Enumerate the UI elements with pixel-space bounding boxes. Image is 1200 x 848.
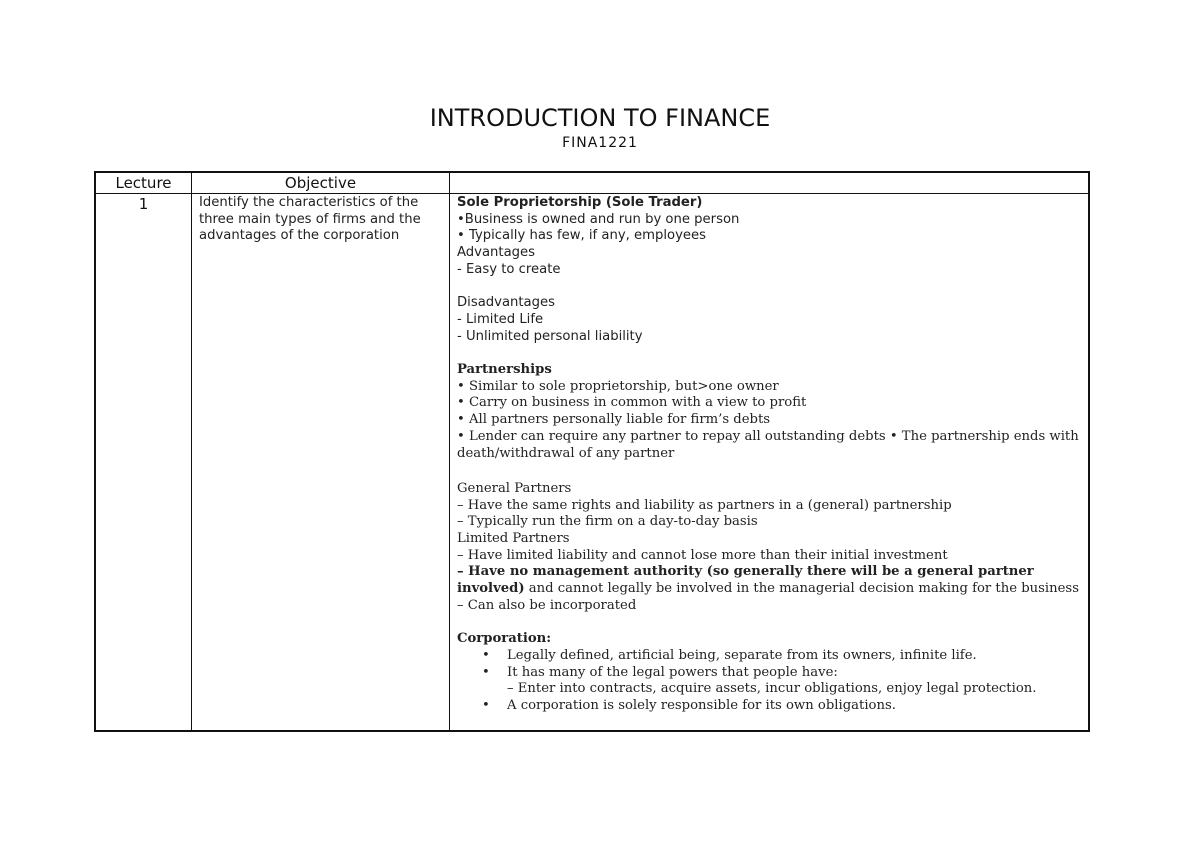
document-title: INTRODUCTION TO FINANCE — [429, 104, 771, 132]
objective-cell — [192, 194, 450, 730]
spacer — [457, 279, 1082, 296]
lecture-notes — [450, 194, 1088, 715]
sole-proprietorship-heading: Sole Proprietorship (Sole Trader) — [457, 195, 703, 210]
limited-partners-line-3: – Can also be incorporated — [457, 597, 637, 613]
partnerships-line-4: • Lender can require any partner to repay all outstanding debts • The partnership ends with death/withdrawal of any partner — [457, 428, 1079, 461]
spacer — [457, 462, 1082, 481]
lecture-number: 1 — [138, 195, 149, 213]
header-objective: Objective — [192, 173, 450, 193]
lecture-cell — [96, 194, 192, 730]
corporation-bullet-1-text: Legally defined, artificial being, separate from its owners, infinite life. — [507, 647, 977, 663]
general-partners-label: General Partners — [457, 480, 572, 496]
disadvantages-label: Disadvantages — [457, 295, 555, 311]
spacer — [457, 345, 1082, 362]
partnerships-heading: Partnerships — [457, 362, 552, 377]
limited-partners-line-2 — [457, 564, 1082, 597]
general-partners-line-1: – Have the same rights and liability as partners in a (general) partnership — [457, 497, 952, 513]
corporation-bullet-3 — [457, 698, 1082, 715]
bullet-icon: • — [482, 664, 490, 680]
content-cell — [450, 194, 1088, 730]
header-lecture: Lecture — [96, 173, 192, 193]
disadvantage-2: - Unlimited personal liability — [457, 328, 643, 344]
sole-line-1: •Business is owned and run by one person — [457, 211, 740, 227]
bullet-icon: • — [482, 647, 490, 663]
header-content — [450, 173, 1088, 193]
table-header-row — [96, 173, 1088, 194]
limited-partners-bold-text: – Have no management authority (so generally there will be a general partner involved) — [457, 564, 1034, 597]
lecture-table — [94, 171, 1090, 732]
corporation-bullet-2-text: It has many of the legal powers that people have: — [507, 664, 838, 680]
course-code: FINA1221 — [562, 135, 638, 151]
partnerships-line-1: • Similar to sole proprietorship, but>one owner — [457, 378, 779, 394]
limited-partners-line-1: – Have limited liability and cannot lose more than their initial investment — [457, 547, 948, 563]
spacer — [457, 615, 1082, 632]
partnerships-line-2: • Carry on business in common with a view to profit — [457, 395, 807, 411]
advantages-label: Advantages — [457, 245, 536, 261]
corporation-bullet-2-sub: – Enter into contracts, acquire assets, incur obligations, enjoy legal protection. — [507, 681, 1037, 697]
partnerships-line-3: • All partners personally liable for firm’s debts — [457, 412, 771, 428]
table-row — [96, 194, 1088, 730]
general-partners-line-2: – Typically run the firm on a day-to-day basis — [457, 514, 758, 530]
bullet-icon: • — [482, 698, 490, 714]
limited-partners-rest-text: and cannot legally be involved in the managerial decision making for the business — [524, 581, 1079, 597]
disadvantage-1: - Limited Life — [457, 311, 544, 327]
corporation-bullet-1 — [457, 648, 1082, 665]
corporation-bullet-2 — [457, 665, 1082, 682]
limited-partners-label: Limited Partners — [457, 531, 570, 547]
sole-line-2: • Typically has few, if any, employees — [457, 228, 706, 244]
objective-text: Identify the characteristics of the three main types of firms and the advantages of the corporation — [199, 195, 421, 244]
advantage-1: - Easy to create — [457, 261, 561, 277]
corporation-bullet-3-text: A corporation is solely responsible for its own obligations. — [507, 698, 896, 714]
corporation-heading: Corporation: — [457, 631, 552, 647]
